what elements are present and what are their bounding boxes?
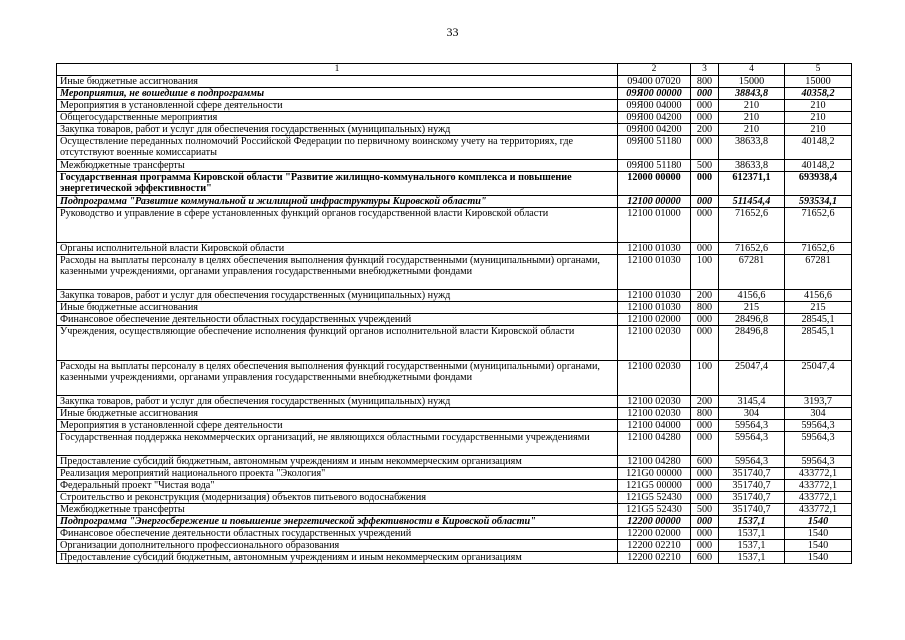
- row-expense-type-cell: 000: [691, 516, 719, 528]
- table-row: [57, 243, 852, 255]
- table-row: [57, 492, 852, 504]
- row-code-cell: 121G5 52430: [618, 504, 691, 516]
- row-expense-type-cell: 000: [691, 528, 719, 540]
- table-row: [57, 326, 852, 361]
- row-code-cell: 12100 04280: [618, 456, 691, 468]
- row-value-year1-cell: 71652,6: [719, 243, 785, 255]
- row-expense-type-cell: 000: [691, 480, 719, 492]
- row-code-cell: 12100 02030: [618, 408, 691, 420]
- row-name-cell: Иные бюджетные ассигнования: [57, 76, 618, 88]
- row-value-year2-cell: 1540: [785, 528, 852, 540]
- row-value-year1-cell: 210: [719, 112, 785, 124]
- row-code-cell: 121G0 00000: [618, 468, 691, 480]
- row-value-year2-cell: 67281: [785, 255, 852, 290]
- row-expense-type-cell: 000: [691, 420, 719, 432]
- row-expense-type-cell: 500: [691, 504, 719, 516]
- row-name-cell: Органы исполнительной власти Кировской области: [57, 243, 618, 255]
- row-expense-type-cell: 200: [691, 290, 719, 302]
- row-value-year1-cell: 71652,6: [719, 208, 785, 243]
- row-value-year1-cell: 612371,1: [719, 172, 785, 196]
- row-value-year1-cell: 28496,8: [719, 326, 785, 361]
- row-value-year2-cell: 3193,7: [785, 396, 852, 408]
- row-name-cell: Предоставление субсидий бюджетным, автономным учреждениям и иным некоммерческим организациям: [57, 552, 618, 564]
- row-expense-type-cell: 800: [691, 76, 719, 88]
- row-value-year1-cell: 67281: [719, 255, 785, 290]
- row-value-year2-cell: 1540: [785, 552, 852, 564]
- row-code-cell: 12100 01030: [618, 243, 691, 255]
- table-row: [57, 504, 852, 516]
- table-row: [57, 480, 852, 492]
- row-expense-type-cell: 000: [691, 196, 719, 208]
- row-code-cell: 121G5 52430: [618, 492, 691, 504]
- row-value-year1-cell: 210: [719, 124, 785, 136]
- table-row: [57, 552, 852, 564]
- row-code-cell: 09Я00 04000: [618, 100, 691, 112]
- row-value-year2-cell: 593534,1: [785, 196, 852, 208]
- table-row: [57, 76, 852, 88]
- row-value-year1-cell: 38843,8: [719, 88, 785, 100]
- row-value-year2-cell: 210: [785, 124, 852, 136]
- row-code-cell: 12200 00000: [618, 516, 691, 528]
- row-value-year2-cell: 210: [785, 112, 852, 124]
- header-col-4: 4: [719, 64, 785, 76]
- row-expense-type-cell: 800: [691, 408, 719, 420]
- header-col-3: 3: [691, 64, 719, 76]
- row-code-cell: 12100 01000: [618, 208, 691, 243]
- row-name-cell: Реализация мероприятий национального проекта "Экология": [57, 468, 618, 480]
- row-name-cell: Подпрограмма "Развитие коммунальной и жилищной инфраструктуры Кировской области": [57, 196, 618, 208]
- row-value-year2-cell: 28545,1: [785, 326, 852, 361]
- table-row: [57, 172, 852, 196]
- table-row: [57, 408, 852, 420]
- row-value-year2-cell: 1540: [785, 540, 852, 552]
- row-code-cell: 12200 02210: [618, 540, 691, 552]
- row-name-cell: Строительство и реконструкция (модернизация) объектов питьевого водоснабжения: [57, 492, 618, 504]
- header-col-2: 2: [618, 64, 691, 76]
- row-expense-type-cell: 800: [691, 302, 719, 314]
- row-code-cell: 12100 02030: [618, 326, 691, 361]
- row-name-cell: Руководство и управление в сфере установленных функций органов государственной власти Кировской области: [57, 208, 618, 243]
- row-code-cell: 12200 02210: [618, 552, 691, 564]
- row-name-cell: Организации дополнительного профессионального образования: [57, 540, 618, 552]
- row-expense-type-cell: 000: [691, 172, 719, 196]
- table-row: [57, 255, 852, 290]
- row-value-year2-cell: 1540: [785, 516, 852, 528]
- row-value-year1-cell: 38633,8: [719, 136, 785, 160]
- row-expense-type-cell: 600: [691, 456, 719, 468]
- row-code-cell: 12100 01030: [618, 290, 691, 302]
- table-row: [57, 396, 852, 408]
- row-name-cell: Финансовое обеспечение деятельности областных государственных учреждений: [57, 528, 618, 540]
- row-code-cell: 121G5 00000: [618, 480, 691, 492]
- row-code-cell: 12100 04280: [618, 432, 691, 456]
- row-code-cell: 12100 02030: [618, 396, 691, 408]
- table-row: [57, 302, 852, 314]
- row-code-cell: 09Я00 04200: [618, 112, 691, 124]
- row-value-year1-cell: 4156,6: [719, 290, 785, 302]
- row-value-year2-cell: 28545,1: [785, 314, 852, 326]
- row-name-cell: Закупка товаров, работ и услуг для обеспечения государственных (муниципальных) нужд: [57, 290, 618, 302]
- row-expense-type-cell: 100: [691, 255, 719, 290]
- table-row: [57, 528, 852, 540]
- table-row: [57, 420, 852, 432]
- row-value-year1-cell: 1537,1: [719, 540, 785, 552]
- row-code-cell: 09Я00 51180: [618, 136, 691, 160]
- row-value-year1-cell: 1537,1: [719, 516, 785, 528]
- table-row: [57, 196, 852, 208]
- table-row: [57, 314, 852, 326]
- header-col-1: 1: [57, 64, 618, 76]
- table-row: [57, 100, 852, 112]
- row-name-cell: Иные бюджетные ассигнования: [57, 302, 618, 314]
- row-value-year1-cell: 215: [719, 302, 785, 314]
- row-value-year1-cell: 1537,1: [719, 528, 785, 540]
- row-value-year1-cell: 59564,3: [719, 432, 785, 456]
- row-value-year2-cell: 433772,1: [785, 480, 852, 492]
- row-name-cell: Межбюджетные трансферты: [57, 504, 618, 516]
- row-expense-type-cell: 000: [691, 432, 719, 456]
- table-row: [57, 88, 852, 100]
- table-row: [57, 208, 852, 243]
- budget-table: [56, 63, 852, 564]
- row-name-cell: Учреждения, осуществляющие обеспечение исполнения функций органов исполнительной власти Кировской области: [57, 326, 618, 361]
- row-value-year1-cell: 351740,7: [719, 492, 785, 504]
- row-code-cell: 12200 02000: [618, 528, 691, 540]
- table-row: [57, 361, 852, 396]
- row-value-year2-cell: 40148,2: [785, 160, 852, 172]
- row-value-year2-cell: 215: [785, 302, 852, 314]
- row-value-year2-cell: 25047,4: [785, 361, 852, 396]
- row-value-year2-cell: 15000: [785, 76, 852, 88]
- page-number: 33: [446, 25, 459, 39]
- header-col-5: 5: [785, 64, 852, 76]
- row-value-year1-cell: 38633,8: [719, 160, 785, 172]
- row-name-cell: Осуществление переданных полномочий Российской Федерации по первичному воинскому учету на территориях, где отсутствуют военные комиссариаты: [57, 136, 618, 160]
- row-expense-type-cell: 000: [691, 326, 719, 361]
- row-value-year2-cell: 40148,2: [785, 136, 852, 160]
- row-name-cell: Общегосударственные мероприятия: [57, 112, 618, 124]
- row-value-year1-cell: 511454,4: [719, 196, 785, 208]
- table-row: [57, 468, 852, 480]
- row-code-cell: 12100 01030: [618, 255, 691, 290]
- row-name-cell: Расходы на выплаты персоналу в целях обеспечения выполнения функций государственными (муниципальными) органами, казенными учреждениями, органами управления государственными внебюджетными фондами: [57, 361, 618, 396]
- row-value-year2-cell: 71652,6: [785, 243, 852, 255]
- table-header-row: [57, 64, 852, 76]
- row-expense-type-cell: 000: [691, 88, 719, 100]
- row-expense-type-cell: 200: [691, 396, 719, 408]
- row-value-year2-cell: 40358,2: [785, 88, 852, 100]
- row-name-cell: Мероприятия в установленной сфере деятельности: [57, 100, 618, 112]
- row-value-year2-cell: 693938,4: [785, 172, 852, 196]
- row-name-cell: Межбюджетные трансферты: [57, 160, 618, 172]
- row-expense-type-cell: 000: [691, 314, 719, 326]
- row-value-year2-cell: 59564,3: [785, 456, 852, 468]
- row-code-cell: 12100 00000: [618, 196, 691, 208]
- row-name-cell: Закупка товаров, работ и услуг для обеспечения государственных (муниципальных) нужд: [57, 124, 618, 136]
- row-value-year2-cell: 59564,3: [785, 420, 852, 432]
- row-name-cell: Государственная программа Кировской области "Развитие жилищно-коммунального комплекса и повышение энергетической эффективности": [57, 172, 618, 196]
- row-name-cell: Мероприятия в установленной сфере деятельности: [57, 420, 618, 432]
- row-code-cell: 12100 02030: [618, 361, 691, 396]
- row-code-cell: 09400 07020: [618, 76, 691, 88]
- row-expense-type-cell: 500: [691, 160, 719, 172]
- row-value-year1-cell: 304: [719, 408, 785, 420]
- row-name-cell: Мероприятия, не вошедшие в подпрограммы: [57, 88, 618, 100]
- row-expense-type-cell: 000: [691, 243, 719, 255]
- table-row: [57, 540, 852, 552]
- row-code-cell: 09Я00 00000: [618, 88, 691, 100]
- table-row: [57, 432, 852, 456]
- row-name-cell: Расходы на выплаты персоналу в целях обеспечения выполнения функций государственными (муниципальными) органами, казенными учреждениями, органами управления государственными внебюджетными фондами: [57, 255, 618, 290]
- row-name-cell: Финансовое обеспечение деятельности областных государственных учреждений: [57, 314, 618, 326]
- row-value-year1-cell: 351740,7: [719, 504, 785, 516]
- table-row: [57, 112, 852, 124]
- row-expense-type-cell: 000: [691, 136, 719, 160]
- row-value-year2-cell: 4156,6: [785, 290, 852, 302]
- row-name-cell: Федеральный проект "Чистая вода": [57, 480, 618, 492]
- row-expense-type-cell: 000: [691, 540, 719, 552]
- row-value-year1-cell: 1537,1: [719, 552, 785, 564]
- row-value-year1-cell: 3145,4: [719, 396, 785, 408]
- table-row: [57, 290, 852, 302]
- row-expense-type-cell: 200: [691, 124, 719, 136]
- row-name-cell: Предоставление субсидий бюджетным, автономным учреждениям и иным некоммерческим организациям: [57, 456, 618, 468]
- row-code-cell: 09Я00 51180: [618, 160, 691, 172]
- row-value-year1-cell: 15000: [719, 76, 785, 88]
- row-value-year1-cell: 28496,8: [719, 314, 785, 326]
- row-value-year2-cell: 433772,1: [785, 468, 852, 480]
- row-value-year2-cell: 433772,1: [785, 504, 852, 516]
- row-value-year2-cell: 433772,1: [785, 492, 852, 504]
- table-row: [57, 160, 852, 172]
- row-value-year1-cell: 351740,7: [719, 468, 785, 480]
- row-expense-type-cell: 000: [691, 468, 719, 480]
- table-row: [57, 516, 852, 528]
- row-expense-type-cell: 000: [691, 208, 719, 243]
- row-code-cell: 12100 02000: [618, 314, 691, 326]
- row-value-year1-cell: 25047,4: [719, 361, 785, 396]
- row-name-cell: Государственная поддержка некоммерческих организаций, не являющихся областными государственными учреждениями: [57, 432, 618, 456]
- row-code-cell: 09Я00 04200: [618, 124, 691, 136]
- row-code-cell: 12100 01030: [618, 302, 691, 314]
- row-value-year2-cell: 59564,3: [785, 432, 852, 456]
- row-value-year1-cell: 59564,3: [719, 456, 785, 468]
- row-code-cell: 12000 00000: [618, 172, 691, 196]
- row-expense-type-cell: 100: [691, 361, 719, 396]
- row-name-cell: Закупка товаров, работ и услуг для обеспечения государственных (муниципальных) нужд: [57, 396, 618, 408]
- row-expense-type-cell: 000: [691, 112, 719, 124]
- row-expense-type-cell: 000: [691, 100, 719, 112]
- row-expense-type-cell: 000: [691, 492, 719, 504]
- table-row: [57, 136, 852, 160]
- row-value-year1-cell: 59564,3: [719, 420, 785, 432]
- row-name-cell: Подпрограмма "Энергосбережение и повышение энергетической эффективности в Кировской области": [57, 516, 618, 528]
- row-code-cell: 12100 04000: [618, 420, 691, 432]
- row-value-year2-cell: 304: [785, 408, 852, 420]
- row-value-year2-cell: 210: [785, 100, 852, 112]
- table-row: [57, 456, 852, 468]
- row-value-year1-cell: 210: [719, 100, 785, 112]
- row-name-cell: Иные бюджетные ассигнования: [57, 408, 618, 420]
- row-expense-type-cell: 600: [691, 552, 719, 564]
- row-value-year2-cell: 71652,6: [785, 208, 852, 243]
- table-row: [57, 124, 852, 136]
- row-value-year1-cell: 351740,7: [719, 480, 785, 492]
